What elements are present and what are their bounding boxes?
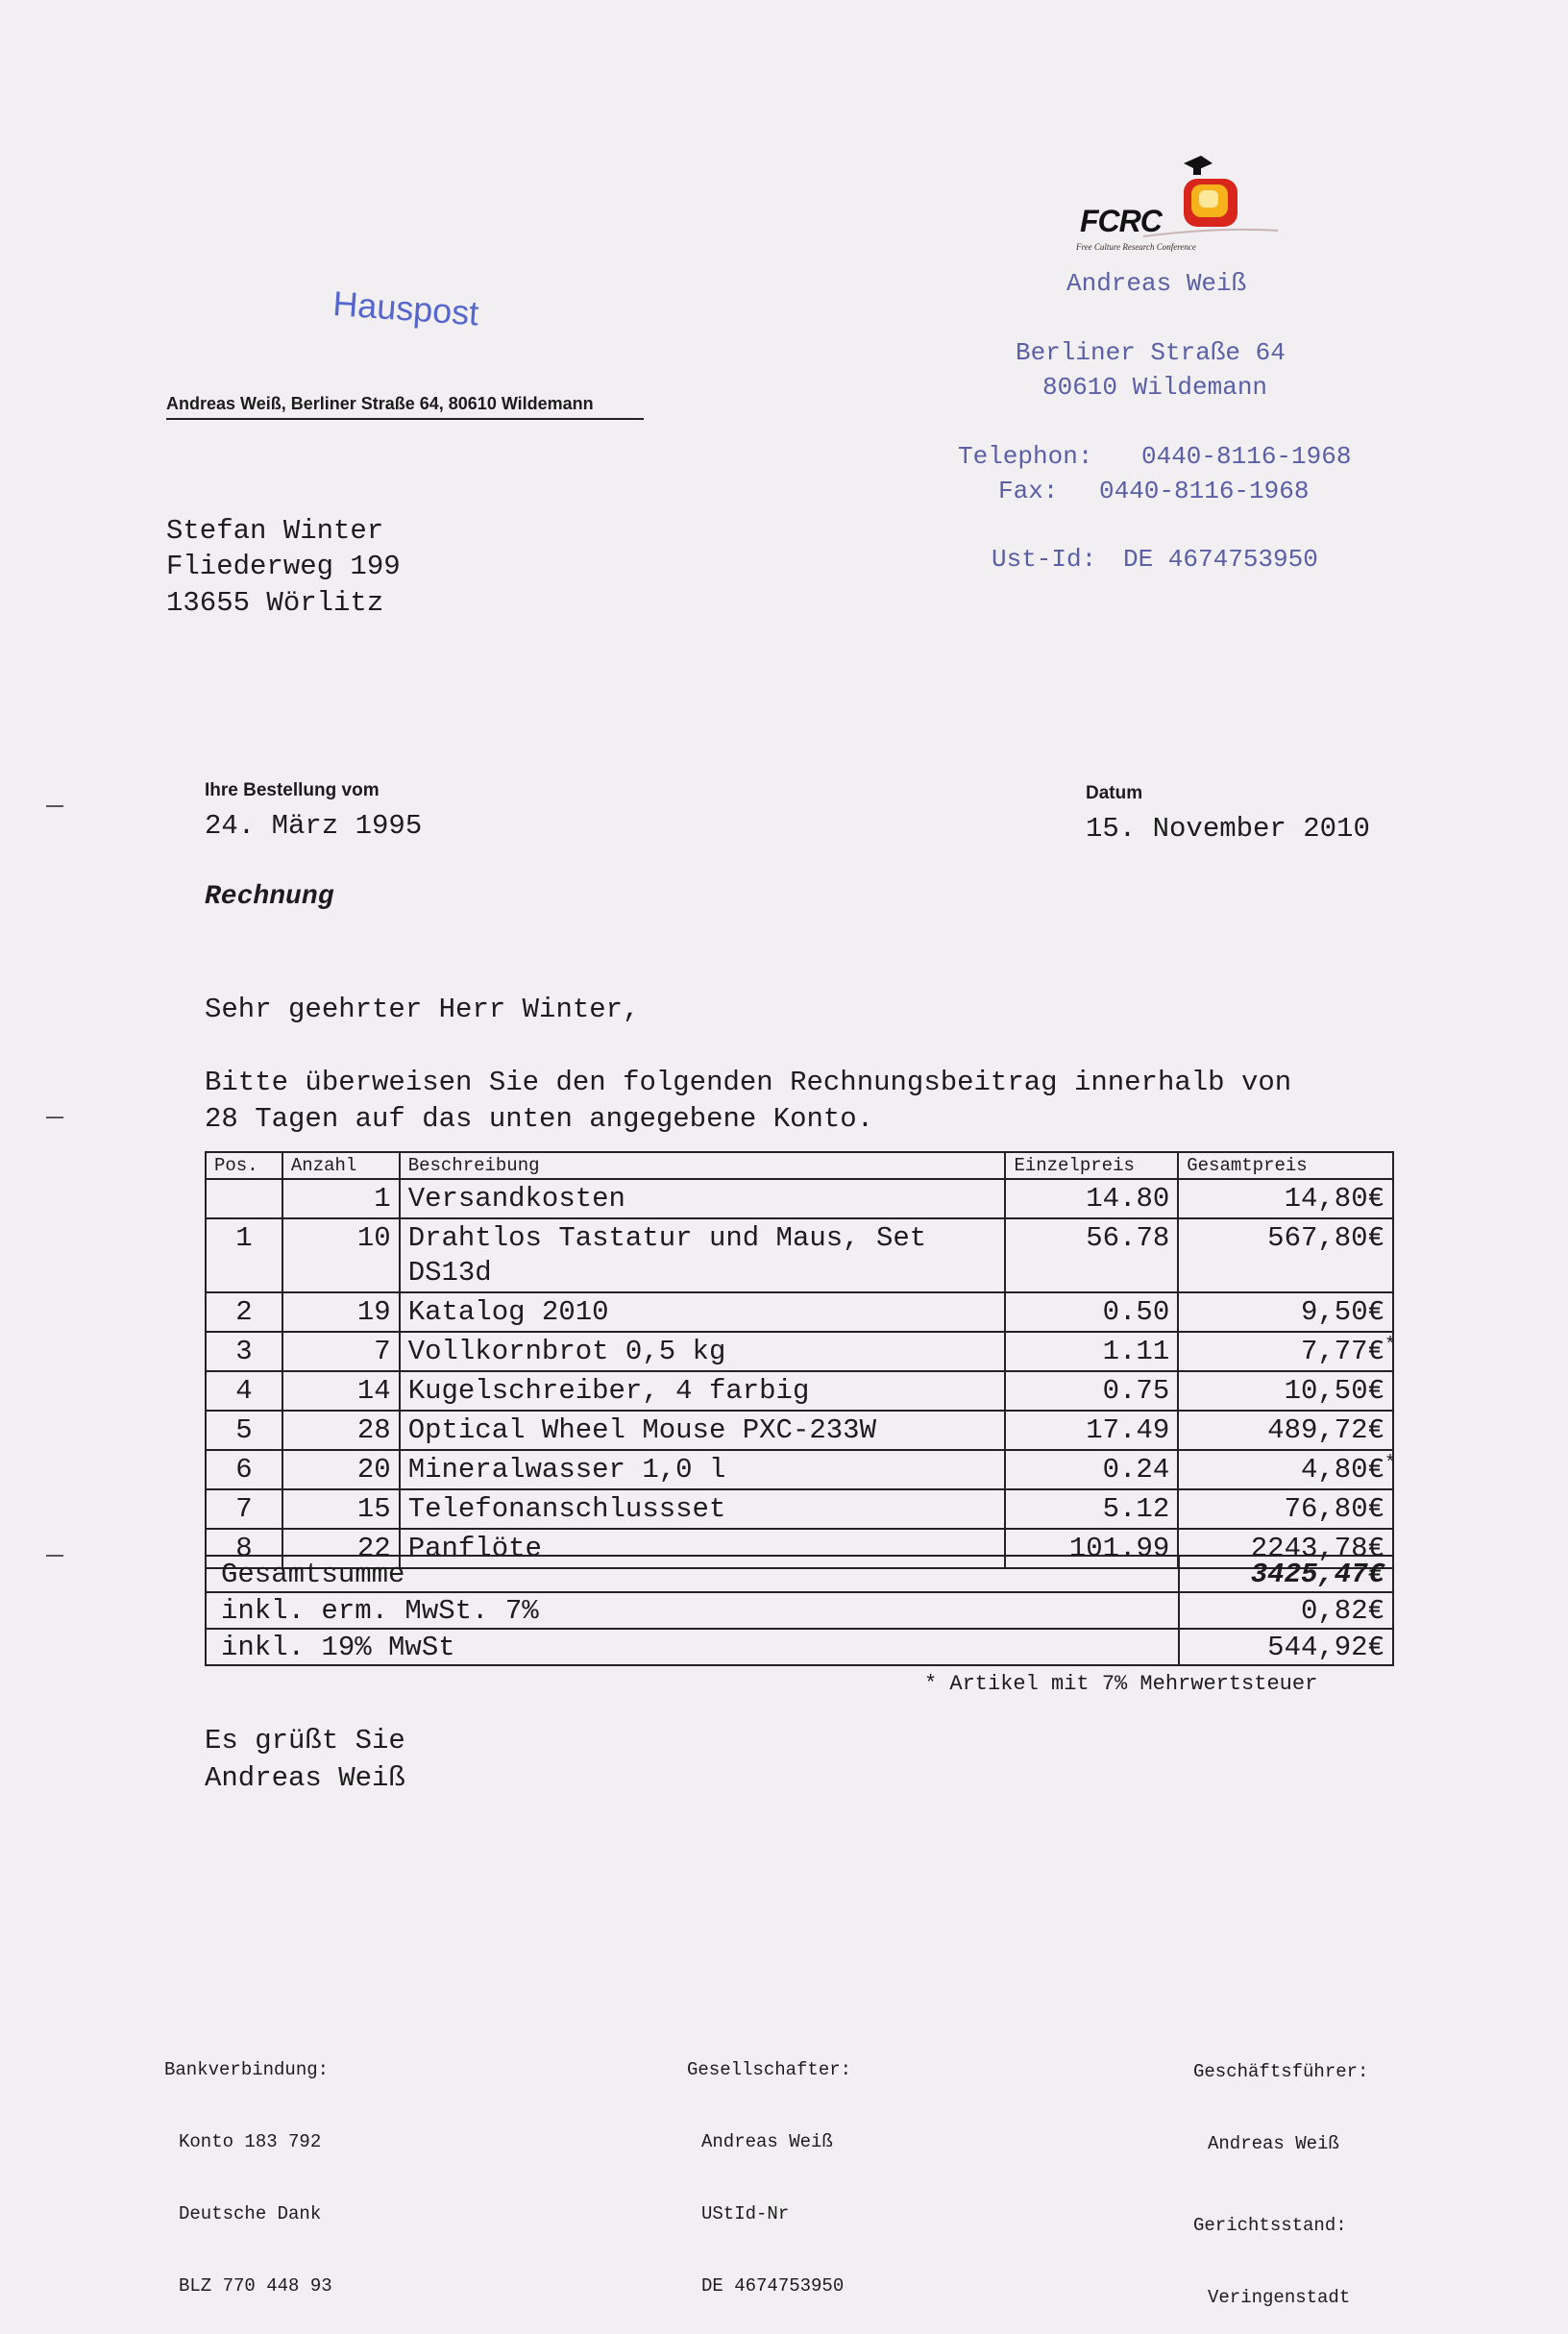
salutation: Sehr geehrter Herr Winter, [205, 994, 640, 1025]
cell-qty-text: 1 [374, 1183, 391, 1215]
cell-unit-price-text: 101.99 [1068, 1533, 1170, 1564]
header-qty: Anzahl [282, 1152, 400, 1179]
reduced-vat-marker: * [1384, 1453, 1396, 1475]
cell-unit-price-text: 0.50 [1102, 1296, 1170, 1328]
vat7-label: inkl. erm. MwSt. 7% [206, 1592, 1179, 1629]
manager-label: Geschäftsführer: [1193, 2061, 1369, 2082]
vat19-amount: 544,92€ [1179, 1629, 1393, 1665]
table-row [206, 1489, 1393, 1529]
document-title: Rechnung [205, 882, 334, 912]
recipient-street: Fliederweg 199 [166, 551, 401, 582]
cell-pos-text: 7 [235, 1493, 253, 1525]
cell-total-price-text: 7,77€ [1300, 1336, 1384, 1367]
cell-qty [282, 1450, 400, 1489]
cell-total-price [1178, 1450, 1396, 1489]
footer-bank [164, 2010, 332, 2322]
cell-total-price-text: 567,80€ [1267, 1222, 1384, 1254]
recipient-name: Stefan Winter [166, 515, 384, 547]
cell-qty [282, 1411, 400, 1450]
cell-total-price-text: 489,72€ [1267, 1414, 1384, 1446]
vat-number: DE 4674753950 [1123, 545, 1318, 574]
total-label: Gesamtsumme [206, 1556, 1179, 1592]
closing-line-2: Andreas Weiß [205, 1762, 405, 1794]
cell-description [400, 1179, 1006, 1218]
cell-qty [282, 1371, 400, 1411]
body-line-1: Bitte überweisen Sie den folgenden Rechnungsbeitrag innerhalb von [205, 1067, 1292, 1098]
cell-qty [282, 1179, 400, 1218]
body-line-2: 28 Tagen auf das unten angegebene Konto. [205, 1103, 874, 1135]
cell-total-price [1178, 1332, 1396, 1371]
cell-description [400, 1489, 1006, 1529]
cell-qty-text: 7 [374, 1336, 391, 1367]
cell-unit-price [1005, 1489, 1178, 1529]
cell-description [400, 1371, 1006, 1411]
bank-name: Deutsche Dank [179, 2203, 322, 2224]
bank-account: Konto 183 792 [179, 2131, 322, 2152]
cell-description [400, 1450, 1006, 1489]
table-row [206, 1371, 1393, 1411]
closing-line-1: Es grüßt Sie [205, 1725, 405, 1757]
cell-total-price-text: 4,80€ [1300, 1454, 1384, 1486]
logo-tagline: Free Culture Research Conference [1076, 242, 1196, 252]
cell-pos [206, 1450, 282, 1489]
header-pos: Pos. [206, 1152, 282, 1179]
cell-pos [206, 1292, 282, 1332]
cell-qty-text: 19 [356, 1296, 391, 1328]
table-row [206, 1292, 1393, 1332]
cell-pos [206, 1371, 282, 1411]
cell-pos [206, 1218, 282, 1292]
phone-number: 0440-8116-1968 [1141, 442, 1352, 471]
cell-pos-text: 8 [235, 1533, 253, 1564]
logo-text: FCRC [1080, 204, 1162, 238]
recipient-city: 13655 Wörlitz [166, 587, 384, 619]
cell-total-price [1178, 1371, 1393, 1411]
bank-label: Bankverbindung: [164, 2059, 330, 2080]
cell-description-text: Katalog 2010 [407, 1296, 609, 1328]
cell-total-price-text: 76,80€ [1284, 1493, 1384, 1525]
cell-pos [206, 1411, 282, 1450]
order-date: 24. März 1995 [205, 810, 423, 842]
cell-total-price-text: 14,80€ [1284, 1183, 1384, 1215]
cell-description-text: Optical Wheel Mouse PXC-233W [407, 1414, 876, 1446]
fold-mark [46, 805, 63, 807]
cell-unit-price [1005, 1371, 1178, 1411]
sender-city: 80610 Wildemann [1042, 373, 1268, 402]
cell-pos-text: 3 [235, 1336, 253, 1367]
footer-partner [687, 2010, 851, 2322]
cell-pos-text: 5 [235, 1414, 253, 1446]
cell-pos [206, 1179, 282, 1218]
cell-description-text: Panflöte [407, 1533, 542, 1564]
court-label: Gerichtsstand: [1193, 2215, 1347, 2236]
table-row [206, 1218, 1393, 1292]
hauspost-stamp: Hauspost [331, 283, 480, 333]
fax-number: 0440-8116-1968 [1099, 477, 1310, 505]
order-date-label: Ihre Bestellung vom [205, 780, 380, 800]
header-description: Beschreibung [400, 1152, 1006, 1179]
cell-qty-text: 10 [356, 1222, 391, 1254]
phone-label: Telephon: [958, 442, 1093, 471]
header-unit-price: Einzelpreis [1005, 1152, 1178, 1179]
cell-total-price [1178, 1489, 1393, 1529]
cell-unit-price-text: 5.12 [1102, 1493, 1170, 1525]
court-name: Veringenstadt [1208, 2287, 1351, 2308]
total-row [206, 1556, 1393, 1592]
cell-total-price-text: 10,50€ [1284, 1375, 1384, 1407]
cell-description [400, 1332, 1006, 1371]
vat7-amount: 0,82€ [1179, 1592, 1393, 1629]
cell-total-price [1178, 1292, 1393, 1332]
cell-description-text: Vollkornbrot 0,5 kg [407, 1336, 726, 1367]
cell-unit-price-text: 56.78 [1086, 1222, 1170, 1254]
invoice-date: 15. November 2010 [1086, 813, 1370, 845]
cell-pos [206, 1332, 282, 1371]
cell-qty-text: 28 [356, 1414, 391, 1446]
cell-pos-text: 6 [235, 1454, 253, 1486]
manager-name: Andreas Weiß [1208, 2133, 1339, 2154]
cell-total-price [1178, 1179, 1393, 1218]
cell-pos [206, 1489, 282, 1529]
fcrc-logo [1076, 154, 1278, 250]
cell-unit-price [1005, 1332, 1178, 1371]
vat19-label: inkl. 19% MwSt [206, 1629, 1179, 1665]
sender-return-line: Andreas Weiß, Berliner Straße 64, 80610 Wildemann [166, 394, 644, 420]
fax-label: Fax: [998, 477, 1059, 505]
cell-qty-text: 15 [356, 1493, 391, 1525]
cell-description-text: Kugelschreiber, 4 farbig [407, 1375, 810, 1407]
cell-qty [282, 1218, 400, 1292]
cell-total-price [1178, 1218, 1393, 1292]
table-row [206, 1411, 1393, 1450]
vat19-row [206, 1629, 1393, 1665]
total-amount: 3425,47€ [1179, 1556, 1393, 1592]
header-total-price: Gesamtpreis [1178, 1152, 1393, 1179]
cell-pos-text: 1 [235, 1222, 253, 1254]
cell-total-price-text: 9,50€ [1300, 1296, 1384, 1328]
cell-description-text: Versandkosten [407, 1183, 625, 1215]
cell-qty [282, 1332, 400, 1371]
vat7-row [206, 1592, 1393, 1629]
cell-unit-price-text: 1.11 [1102, 1336, 1170, 1367]
cell-description-text: Mineralwasser 1,0 l [407, 1454, 726, 1486]
partner-label: Gesellschafter: [687, 2059, 852, 2080]
cell-qty-text: 20 [356, 1454, 391, 1486]
cell-description-text: Telefonanschlussset [407, 1493, 726, 1525]
sender-name: Andreas Weiß [1066, 269, 1247, 298]
vat-label: Ust-Id: [992, 545, 1097, 574]
cell-description [400, 1218, 1006, 1292]
partner-ustid-label: UStId-Nr [701, 2203, 790, 2224]
cell-pos-text: 4 [235, 1375, 253, 1407]
cell-qty-text: 22 [356, 1533, 391, 1564]
cell-unit-price [1005, 1218, 1178, 1292]
cell-total-price-text: 2243,78€ [1250, 1533, 1384, 1564]
invoice-date-label: Datum [1086, 783, 1143, 803]
partner-ustid: DE 4674753950 [701, 2275, 845, 2297]
cell-description-text: Drahtlos Tastatur und Maus, Set DS13d [407, 1222, 927, 1289]
partner-name: Andreas Weiß [701, 2131, 833, 2152]
punch-mark [46, 1117, 63, 1118]
cell-description [400, 1411, 1006, 1450]
cell-unit-price-text: 17.49 [1086, 1414, 1170, 1446]
table-row [206, 1179, 1393, 1218]
invoice-items-table [205, 1151, 1394, 1569]
invoice-totals-table [205, 1555, 1394, 1666]
cell-unit-price-text: 0.24 [1102, 1454, 1170, 1486]
cell-unit-price-text: 0.75 [1102, 1375, 1170, 1407]
cell-qty-text: 14 [356, 1375, 391, 1407]
cell-description [400, 1292, 1006, 1332]
cell-unit-price [1005, 1292, 1178, 1332]
cell-unit-price [1005, 1411, 1178, 1450]
cell-pos-text: 2 [235, 1296, 253, 1328]
cell-qty [282, 1292, 400, 1332]
sender-street: Berliner Straße 64 [1016, 338, 1286, 367]
cell-unit-price [1005, 1450, 1178, 1489]
cell-qty [282, 1489, 400, 1529]
bank-blz: BLZ 770 448 93 [179, 2275, 332, 2297]
fold-mark [46, 1555, 63, 1557]
cell-unit-price-text: 14.80 [1086, 1183, 1170, 1215]
vat-footnote: * Artikel mit 7% Mehrwertsteuer [924, 1672, 1318, 1696]
cell-unit-price [1005, 1179, 1178, 1218]
reduced-vat-marker: * [1384, 1335, 1396, 1357]
footer-manager [1193, 2012, 1368, 2334]
table-header-row [206, 1152, 1393, 1179]
cell-total-price [1178, 1411, 1393, 1450]
table-row [206, 1450, 1393, 1489]
table-row [206, 1332, 1393, 1371]
